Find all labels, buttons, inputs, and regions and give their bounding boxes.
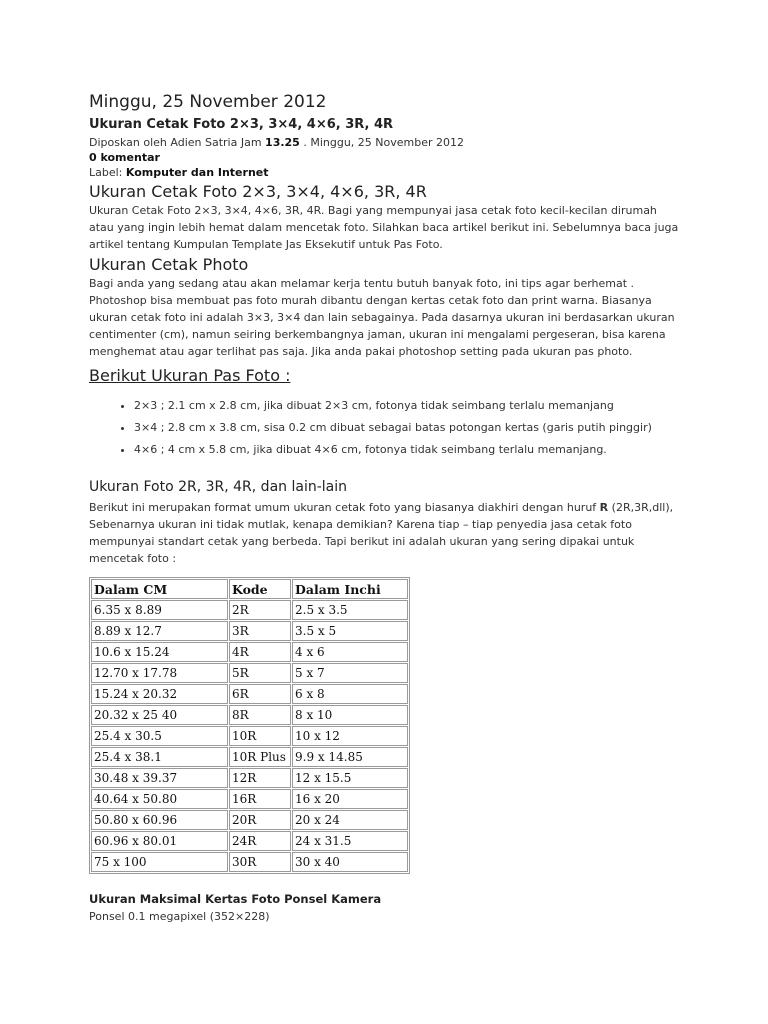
table-cell-cm: 6.35 x 8.89 (91, 600, 228, 620)
table-row (91, 831, 408, 851)
intro-paragraph: Ukuran Cetak Foto 2×3, 3×4, 4×6, 3R, 4R. Bagi yang mempunyai jasa cetak foto kecil-kecilan dirumah atau yang ingin lebih hemat dalam mencetak foto. Silahkan baca artikel berikut ini. Sebelumnya baca juga artikel tentang Kumpulan Template Jas Eksekutif untuk Pas Foto. (89, 204, 679, 251)
pas-foto-heading: Berikut Ukuran Pas Foto : (89, 366, 291, 385)
table-row (91, 684, 408, 704)
table-cell-inchi: 8 x 10 (292, 705, 408, 725)
table-cell-inchi: 3.5 x 5 (292, 621, 408, 641)
post-meta (89, 135, 679, 180)
label-prefix: Label: (89, 166, 126, 179)
r-sizes-heading: Ukuran Foto 2R, 3R, 4R, dan lain-lain (89, 479, 347, 495)
table-cell-cm: 60.96 x 80.01 (91, 831, 228, 851)
table-cell-cm: 12.70 x 17.78 (91, 663, 228, 683)
label-line (89, 165, 679, 180)
table-cell-kode: 30R (229, 852, 291, 872)
table-cell-inchi: 6 x 8 (292, 684, 408, 704)
table-cell-inchi: 20 x 24 (292, 810, 408, 830)
table-cell-kode: 12R (229, 768, 291, 788)
table-cell-inchi: 30 x 40 (292, 852, 408, 872)
table-row (91, 726, 408, 746)
table-cell-inchi: 16 x 20 (292, 789, 408, 809)
table-cell-kode: 8R (229, 705, 291, 725)
table-row (91, 705, 408, 725)
table-cell-inchi: 24 x 31.5 (292, 831, 408, 851)
comment-link[interactable]: 0 komentar (89, 151, 160, 164)
ponsel-heading: Ukuran Maksimal Kertas Foto Ponsel Kamera (89, 892, 382, 906)
post-time[interactable]: 13.25 (265, 136, 300, 149)
table-cell-kode: 2R (229, 600, 291, 620)
table-cell-cm: 25.4 x 30.5 (91, 726, 228, 746)
post-date: . Minggu, 25 November 2012 (299, 136, 464, 149)
table-row (91, 747, 408, 767)
ponsel-line: Ponsel 0.1 megapixel (352×228) (89, 910, 270, 923)
list-item: • 2×3 ; 2.1 cm x 2.8 cm, jika dibuat 2×3 cm, fotonya tidak seimbang terlalu memanjang (134, 395, 679, 417)
header-kode: Kode (229, 579, 291, 599)
table-cell-kode: 3R (229, 621, 291, 641)
table-cell-cm: 15.24 x 20.32 (91, 684, 228, 704)
photo-paragraph: Bagi anda yang sedang atau akan melamar kerja tentu butuh banyak foto, ini tips agar berhemat . Photoshop bisa membuat pas foto murah dibantu dengan kertas cetak foto dan print warna. Biasanya ukuran cetak foto ini adalah 3×3, 3×4 dan lain sebagainya. Pada dasarnya ukuran ini berdasarkan ukuran centimenter (cm), namun seiring berkembangnya jaman, ukuran ini mengalami pergeseran, bisa karena menghemat atau agar terlihat pas saja. Jika anda pakai photoshop setting pada ukuran pas photo. (89, 277, 675, 358)
blog-post (89, 92, 679, 925)
table-cell-kode: 4R (229, 642, 291, 662)
r-sizes-paragraph (89, 499, 679, 567)
label-link[interactable]: Komputer dan Internet (125, 166, 269, 179)
table-row (91, 621, 408, 641)
table-cell-kode: 10R Plus (229, 747, 291, 767)
list-item: • 3×4 ; 2.8 cm x 3.8 cm, sisa 0.2 cm dibuat sebagai batas potongan kertas (garis putih pinggir) (134, 417, 679, 439)
pas-foto-list (89, 395, 679, 461)
post-title[interactable]: Ukuran Cetak Foto 2×3, 3×4, 4×6, 3R, 4R (89, 117, 394, 132)
table-cell-kode: 20R (229, 810, 291, 830)
posted-by-text: Diposkan oleh Adien Satria Jam (89, 136, 266, 149)
r-paragraph-part1: Berikut ini merupakan format umum ukuran cetak foto yang biasanya diakhiri dengan huruf (89, 501, 600, 514)
posted-by-line (89, 135, 679, 150)
table-row (91, 663, 408, 683)
table-cell-inchi: 2.5 x 3.5 (292, 600, 408, 620)
table-cell-kode: 24R (229, 831, 291, 851)
table-cell-kode: 10R (229, 726, 291, 746)
table-cell-inchi: 5 x 7 (292, 663, 408, 683)
table-cell-cm: 40.64 x 50.80 (91, 789, 228, 809)
table-cell-cm: 20.32 x 25 40 (91, 705, 228, 725)
table-header-row (91, 579, 408, 599)
table-cell-cm: 30.48 x 39.37 (91, 768, 228, 788)
table-row (91, 642, 408, 662)
table-row (91, 768, 408, 788)
photo-size-table (89, 577, 410, 874)
main-heading: Ukuran Cetak Foto 2×3, 3×4, 4×6, 3R, 4R (89, 182, 427, 201)
r-paragraph-part2: (2R,3R,dll), Sebenarnya ukuran ini tidak mutlak, kenapa demikian? Karena tiap – tiap penyedia jasa cetak foto mempunyai standart cetak yang berbeda. Tapi berikut ini adalah ukuran yang sering dipakai untuk mencetak foto : (89, 501, 674, 565)
comment-count[interactable] (89, 150, 679, 165)
table-cell-kode: 5R (229, 663, 291, 683)
table-body (91, 600, 408, 872)
table-row (91, 789, 408, 809)
header-inchi: Dalam Inchi (292, 579, 408, 599)
table-cell-inchi: 9.9 x 14.85 (292, 747, 408, 767)
table-cell-kode: 6R (229, 684, 291, 704)
table-cell-inchi: 12 x 15.5 (292, 768, 408, 788)
list-item: • 4×6 ; 4 cm x 5.8 cm, jika dibuat 4×6 cm, fotonya tidak seimbang terlalu memanjang. (134, 439, 679, 461)
table-row (91, 810, 408, 830)
table-cell-inchi: 10 x 12 (292, 726, 408, 746)
date-header: Minggu, 25 November 2012 (89, 92, 327, 112)
table-cell-cm: 10.6 x 15.24 (91, 642, 228, 662)
table-cell-kode: 16R (229, 789, 291, 809)
table-cell-cm: 75 x 100 (91, 852, 228, 872)
table-cell-inchi: 4 x 6 (292, 642, 408, 662)
table-cell-cm: 25.4 x 38.1 (91, 747, 228, 767)
r-paragraph-bold: R (599, 501, 609, 514)
table-row (91, 852, 408, 872)
header-cm: Dalam CM (91, 579, 228, 599)
photo-heading: Ukuran Cetak Photo (89, 255, 249, 274)
table-row (91, 600, 408, 620)
table-cell-cm: 8.89 x 12.7 (91, 621, 228, 641)
table-cell-cm: 50.80 x 60.96 (91, 810, 228, 830)
